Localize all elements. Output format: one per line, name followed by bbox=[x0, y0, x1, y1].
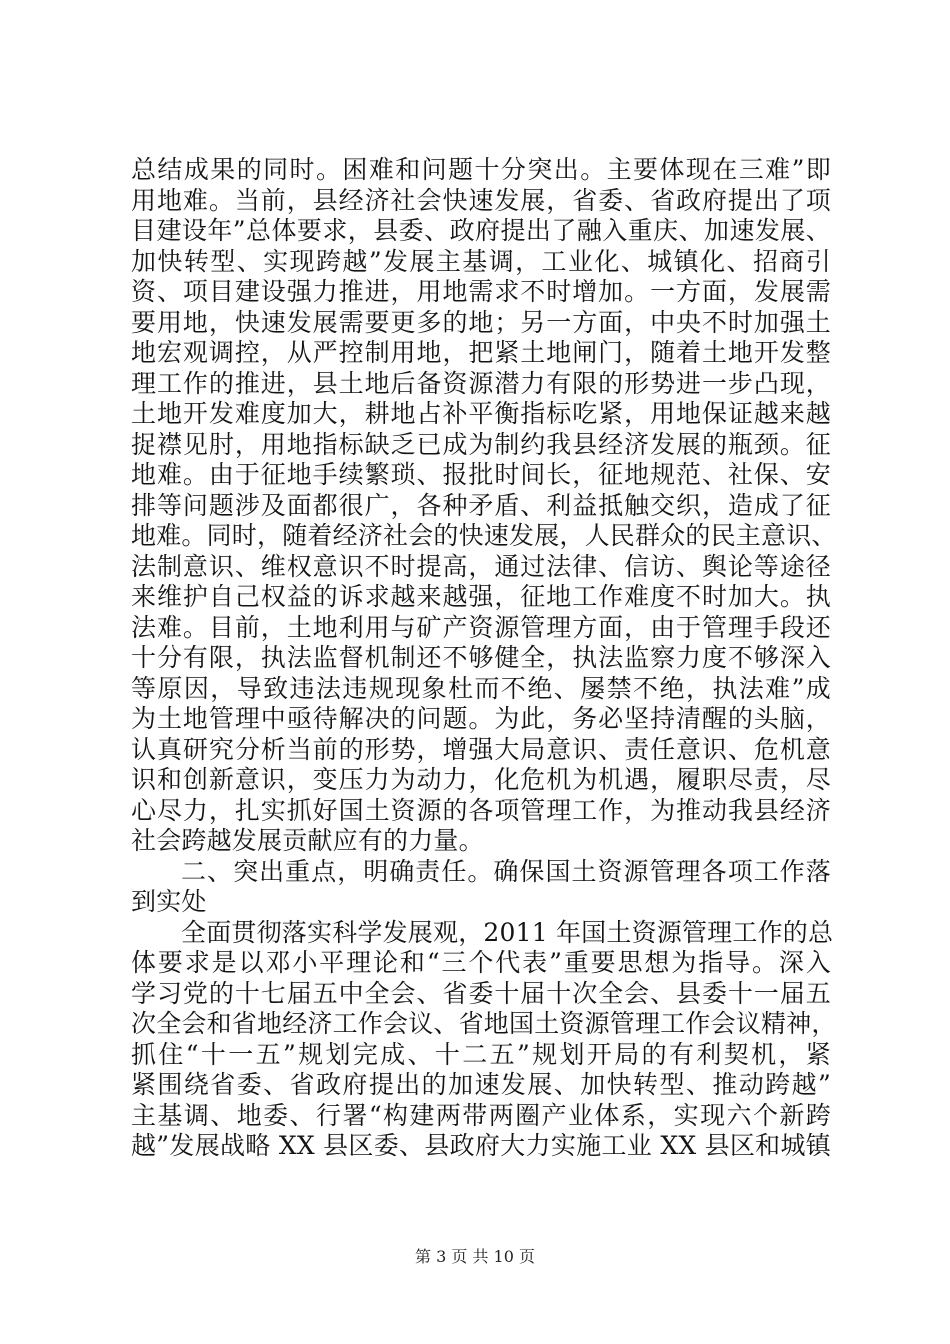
text-line: 越”发展战略 XX 县区委、县政府大力实施工业 XX 县区和城镇 bbox=[131, 1131, 831, 1160]
text-line: 心尽力，扎实抓好国土资源的各项管理工作，为推动我县经济 bbox=[131, 795, 831, 825]
text-line: 识和创新意识，变压力为动力，化危机为机遇，履职尽责，尽 bbox=[131, 765, 831, 794]
text-line: 法难。目前，土地利用与矿产资源管理方面，由于管理手段还 bbox=[131, 612, 831, 642]
text-line: 等原因，导致违法违规现象杜而不绝、屡禁不绝，执法难”成 bbox=[131, 673, 831, 703]
text-line: 全面贯彻落实科学发展观，2011 年国土资源管理工作的总 bbox=[181, 917, 834, 947]
text-line: 地难。由于征地手续繁琐、报批时间长，征地规范、社保、安 bbox=[131, 460, 831, 489]
text-line: 资、项目建设强力推进，用地需求不时增加。一方面，发展需 bbox=[131, 277, 831, 306]
text-line: 排等问题涉及面都很广，各种矛盾、利益抵触交织，造成了征 bbox=[131, 490, 831, 520]
text-line: 抓住“十一五”规划完成、十二五”规划开局的有利契机，紧 bbox=[131, 1039, 831, 1069]
body-text bbox=[131, 155, 837, 1162]
text-line: 次全会和省地经济工作会议、省地国土资源管理工作会议精神， bbox=[131, 1009, 837, 1038]
section-heading: 二、突出重点，明确责任。确保国土资源管理各项工作落 bbox=[181, 856, 831, 886]
text-line: 主基调、地委、行署“构建两带两圈产业体系，实现六个新跨 bbox=[131, 1100, 831, 1130]
section-heading-continued: 到实处 bbox=[131, 887, 207, 916]
text-line: 捉襟见肘，用地指标缺乏已成为制约我县经济发展的瓶颈。征 bbox=[131, 429, 831, 459]
text-line: 加快转型、实现跨越”发展主基调，工业化、城镇化、招商引 bbox=[131, 246, 831, 276]
text-line: 紧围绕省委、省政府提出的加速发展、加快转型、推动跨越” bbox=[131, 1070, 831, 1099]
page-number-footer: 第 3 页 共 10 页 bbox=[415, 1247, 535, 1266]
text-line: 土地开发难度加大，耕地占补平衡指标吃紧，用地保证越来越 bbox=[131, 399, 831, 428]
text-line: 学习党的十七届五中全会、省委十届十次全会、县委十一届五 bbox=[131, 978, 831, 1008]
text-line: 理工作的推进，县土地后备资源潜力有限的形势进一步凸现， bbox=[131, 368, 831, 398]
text-line: 总结成果的同时。困难和问题十分突出。主要体现在三难”即 bbox=[131, 155, 831, 184]
text-line: 社会跨越发展贡献应有的力量。 bbox=[131, 826, 484, 855]
text-line: 地宏观调控，从严控制用地，把紧土地闸门，随着土地开发整 bbox=[131, 338, 831, 367]
text-line: 目建设年”总体要求，县委、政府提出了融入重庆、加速发展、 bbox=[131, 216, 831, 245]
text-line: 地难。同时，随着经济社会的快速发展，人民群众的民主意识、 bbox=[131, 521, 837, 550]
text-line: 体要求是以邓小平理论和“三个代表”重要思想为指导。深入 bbox=[131, 948, 831, 977]
text-line: 认真研究分析当前的形势，增强大局意识、责任意识、危机意 bbox=[131, 734, 831, 764]
text-line: 为土地管理中亟待解决的问题。为此，务必坚持清醒的头脑， bbox=[131, 704, 831, 733]
text-line: 十分有限，执法监督机制还不够健全，执法监察力度不够深入 bbox=[131, 643, 831, 672]
text-line: 来维护自己权益的诉求越来越强，征地工作难度不时加大。执 bbox=[131, 582, 831, 611]
text-line: 要用地，快速发展需要更多的地；另一方面，中央不时加强土 bbox=[131, 307, 831, 337]
text-line: 法制意识、维权意识不时提高，通过法律、信访、舆论等途径 bbox=[131, 551, 831, 581]
text-line: 用地难。当前，县经济社会快速发展，省委、省政府提出了项 bbox=[131, 185, 831, 215]
